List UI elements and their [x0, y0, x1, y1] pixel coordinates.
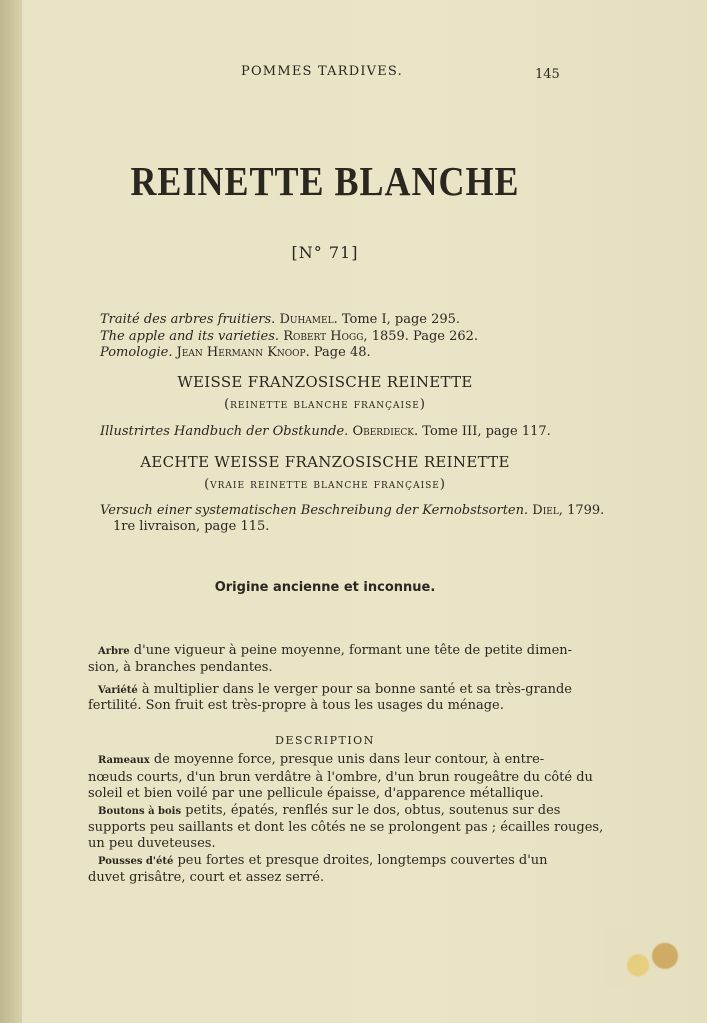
paragraph-boutons: Boutons à bois petits, épatés, renflés sur le dos, obtus, soutenus sur des — [98, 803, 561, 818]
reference-line — [100, 329, 478, 344]
synonym-translation: (vraie reinette blanche française) — [204, 477, 446, 492]
page-title: REINETTE BLANCHE — [130, 158, 520, 204]
origin-heading: Origine ancienne et inconnue. — [214, 580, 436, 595]
reference-author: Jean Hermann Knoop. — [176, 345, 310, 360]
paragraph-continued: duvet grisâtre, court et assez serré. — [88, 870, 325, 885]
paragraph-rameaux: Rameaux de moyenne force, presque unis dans leur contour, à entre- — [98, 752, 545, 767]
apple-thumbnail-image — [602, 928, 692, 990]
reference-work: The apple and its varieties. — [100, 329, 280, 344]
paragraph-label: Arbre — [98, 646, 130, 657]
reference-detail: Tome III, page 117. — [422, 424, 551, 439]
paragraph-continued: sion, à branches pendantes. — [88, 660, 273, 675]
reference-line — [100, 503, 604, 518]
paragraph-continued: fertilité. Son fruit est très-propre à tous les usages du ménage. — [88, 698, 504, 713]
paragraph-continued: un peu duveteuses. — [88, 836, 216, 851]
synonym-title: WEISSE FRANZOSISCHE REINETTE — [177, 373, 473, 391]
paragraph-continued: soleil et bien voilé par une pellicule épaisse, d'apparence métallique. — [88, 786, 544, 801]
reference-line-continued: 1re livraison, page 115. — [113, 519, 270, 534]
reference-line — [100, 312, 460, 327]
reference-author: Robert Hogg, — [283, 329, 368, 344]
reference-work: Illustrirtes Handbuch der Obstkunde. — [100, 424, 349, 439]
paragraph-arbre: Arbre d'une vigueur à peine moyenne, formant une tête de petite dimen- — [98, 643, 573, 658]
paragraph-continued: nœuds courts, d'un brun verdâtre à l'ombre, d'un brun rougeâtre du côté du — [88, 770, 593, 785]
paragraph-continued: supports peu saillants et dont les côtés ne se prolongent pas ; écailles rouges, — [88, 820, 604, 835]
reference-detail: Tome I, page 295. — [341, 312, 461, 327]
running-header: POMMES TARDIVES. — [241, 64, 403, 79]
reference-line — [100, 424, 551, 439]
paragraph-variete: Variété à multiplier dans le verger pour sa bonne santé et sa très-grande — [98, 682, 572, 697]
reference-detail: Page 48. — [313, 345, 371, 360]
variety-number: [N° 71] — [291, 243, 359, 262]
reference-work: Pomologie. — [100, 345, 173, 360]
synonym-translation: (reinette blanche française) — [224, 397, 426, 412]
reference-work: Traité des arbres fruitiers. — [100, 312, 276, 327]
reference-author: Oberdieck. — [352, 424, 419, 439]
reference-line — [100, 345, 371, 360]
paragraph-label: Variété — [98, 685, 138, 696]
paragraph-pousses: Pousses d'été peu fortes et presque droites, longtemps couvertes d'un — [98, 853, 548, 868]
paragraph-label: Boutons à bois — [98, 806, 182, 817]
reference-detail: 1799. — [567, 503, 605, 518]
paragraph-label: Rameaux — [98, 755, 150, 766]
synonym-title: AECHTE WEISSE FRANZOSISCHE REINETTE — [140, 453, 510, 471]
paragraph-label: Pousses d'été — [98, 856, 174, 867]
reference-work: Versuch einer systematischen Beschreibung der Kernobstsorten. — [100, 503, 529, 518]
section-heading: DESCRIPTION — [275, 734, 375, 747]
reference-author: Diel, — [532, 503, 563, 518]
page-number: 145 — [535, 67, 560, 82]
reference-author: Duhamel. — [279, 312, 338, 327]
page-gutter — [0, 0, 22, 1023]
reference-detail: 1859. Page 262. — [371, 329, 479, 344]
